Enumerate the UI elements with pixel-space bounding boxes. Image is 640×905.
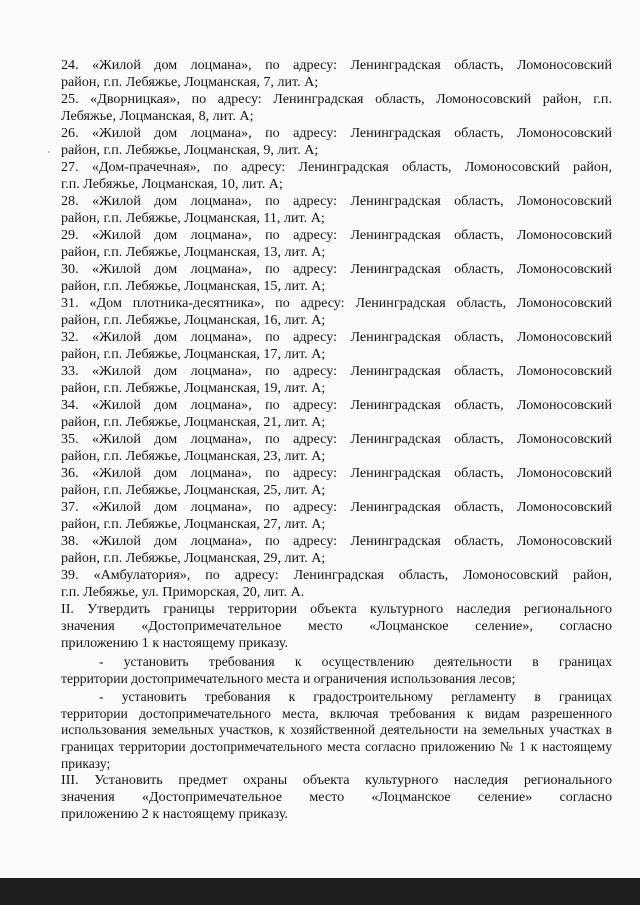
list-item xyxy=(61,567,612,601)
list-item xyxy=(61,91,612,125)
scan-bottom-edge xyxy=(0,878,640,905)
list-item xyxy=(61,363,612,397)
list-item-line-1: 29. «Жилой дом лоцмана», по адресу: Ленинградская область, Ломоносовский xyxy=(61,227,612,243)
section-iii-line-1: III. Установить предмет охраны объекта культурного наследия регионального xyxy=(61,772,612,789)
list-item-line-1: 24. «Жилой дом лоцмана», по адресу: Ленинградская область, Ломоносовский xyxy=(61,57,612,73)
list-item-line-2: район, г.п. Лебяжье, Лоцманская, 9, лит. А; xyxy=(61,142,319,158)
section-iii-line-3: приложению 2 к настоящему приказу. xyxy=(61,806,289,823)
list-item-line-2: район, г.п. Лебяжье, Лоцманская, 21, лит. А; xyxy=(61,414,326,430)
list-item-line-1: 26. «Жилой дом лоцмана», по адресу: Ленинградская область, Ломоносовский xyxy=(61,125,612,141)
document-body xyxy=(61,57,612,823)
list-item-line-2: район, г.п. Лебяжье, Лоцманская, 7, лит. А; xyxy=(61,74,319,90)
list-item-line-1: 25. «Дворницкая», по адресу: Ленинградская область, Ломоносовский район, г.п. xyxy=(61,91,612,107)
scan-speck xyxy=(48,151,50,153)
list-item-line-1: 30. «Жилой дом лоцмана», по адресу: Ленинградская область, Ломоносовский xyxy=(61,261,612,277)
list-item-line-1: 32. «Жилой дом лоцмана», по адресу: Ленинградская область, Ломоносовский xyxy=(61,329,612,345)
list-item xyxy=(61,57,612,91)
list-item-line-2: район, г.п. Лебяжье, Лоцманская, 25, лит. А; xyxy=(61,482,326,498)
list-item xyxy=(61,227,612,261)
section-iii-line-2: значения «Достопримечательное место «Лоцманское селение» согласно xyxy=(61,789,612,806)
list-item-line-1: 34. «Жилой дом лоцмана», по адресу: Ленинградская область, Ломоносовский xyxy=(61,397,612,413)
list-item-line-1: 33. «Жилой дом лоцмана», по адресу: Ленинградская область, Ломоносовский xyxy=(61,363,612,379)
list-item-line-2: г.п. Лебяжье, Лоцманская, 10, лит. А; xyxy=(61,176,283,192)
list-item xyxy=(61,125,612,159)
list-item-line-1: 36. «Жилой дом лоцмана», по адресу: Ленинградская область, Ломоносовский xyxy=(61,465,612,481)
list-item xyxy=(61,295,612,329)
list-item-line-2: район, г.п. Лебяжье, Лоцманская, 15, лит. А; xyxy=(61,278,326,294)
list-item-line-2: район, г.п. Лебяжье, Лоцманская, 27, лит. А; xyxy=(61,516,326,532)
section-iii xyxy=(61,772,612,823)
list-item-line-2: район, г.п. Лебяжье, Лоцманская, 16, лит. А; xyxy=(61,312,326,328)
list-item xyxy=(61,193,612,227)
condition-2-rest: территории достопримечательного места, включая требования к видам разрешенного использования земельных участков, к хозяйственной деятельности на земельных участках в границах территории достопримечательного места согласно приложению № 1 к настоящему приказу; xyxy=(61,705,612,771)
list-item xyxy=(61,261,612,295)
section-ii-line-2: значения «Достопримечательное место «Лоцманское селение», согласно xyxy=(61,618,612,634)
list-item-line-1: 39. «Амбулатория», по адресу: Ленинградская область, Ломоносовский район, xyxy=(61,567,612,583)
condition-1-rest: территории достопримечательного места и ограничения использования лесов; xyxy=(61,670,516,686)
list-item-line-1: 31. «Дом плотника-десятника», по адресу: Ленинградская область, Ломоносовский xyxy=(61,295,612,311)
list-item xyxy=(61,499,612,533)
section-ii-line-1: II. Утвердить границы территории объекта культурного наследия регионального xyxy=(61,601,612,617)
condition-1-first-line: - установить требования к осуществлению деятельности в границах xyxy=(99,654,612,669)
list-item-line-1: 38. «Жилой дом лоцмана», по адресу: Ленинградская область, Ломоносовский xyxy=(61,533,612,549)
list-item xyxy=(61,431,612,465)
list-item-line-2: район, г.п. Лебяжье, Лоцманская, 29, лит. А; xyxy=(61,550,326,566)
list-item-line-2: район, г.п. Лебяжье, Лоцманская, 11, лит. А; xyxy=(61,210,325,226)
object-list xyxy=(61,57,612,601)
condition-2 xyxy=(61,689,612,772)
list-item-line-1: 37. «Жилой дом лоцмана», по адресу: Ленинградская область, Ломоносовский xyxy=(61,499,612,515)
list-item-line-2: район, г.п. Лебяжье, Лоцманская, 23, лит. А; xyxy=(61,448,326,464)
list-item xyxy=(61,397,612,431)
list-item-line-1: 28. «Жилой дом лоцмана», по адресу: Ленинградская область, Ломоносовский xyxy=(61,193,612,209)
list-item xyxy=(61,329,612,363)
list-item-line-2: район, г.п. Лебяжье, Лоцманская, 19, лит. А; xyxy=(61,380,326,396)
section-ii xyxy=(61,601,612,652)
condition-1 xyxy=(61,654,612,687)
list-item-line-2: район, г.п. Лебяжье, Лоцманская, 17, лит. А; xyxy=(61,346,326,362)
list-item-line-2: Лебяжье, Лоцманская, 8, лит. А; xyxy=(61,108,254,124)
list-item xyxy=(61,159,612,193)
list-item-line-2: г.п. Лебяжье, ул. Приморская, 20, лит. А. xyxy=(61,584,305,600)
list-item-line-1: 27. «Дом-прачечная», по адресу: Ленинградская область, Ломоносовский район, xyxy=(61,159,612,175)
list-item-line-2: район, г.п. Лебяжье, Лоцманская, 13, лит. А; xyxy=(61,244,326,260)
list-item-line-1: 35. «Жилой дом лоцмана», по адресу: Ленинградская область, Ломоносовский xyxy=(61,431,612,447)
condition-2-first-line: - установить требования к градостроительному регламенту в границах xyxy=(99,689,612,705)
list-item xyxy=(61,465,612,499)
section-ii-line-3: приложению 1 к настоящему приказу. xyxy=(61,635,289,651)
list-item xyxy=(61,533,612,567)
